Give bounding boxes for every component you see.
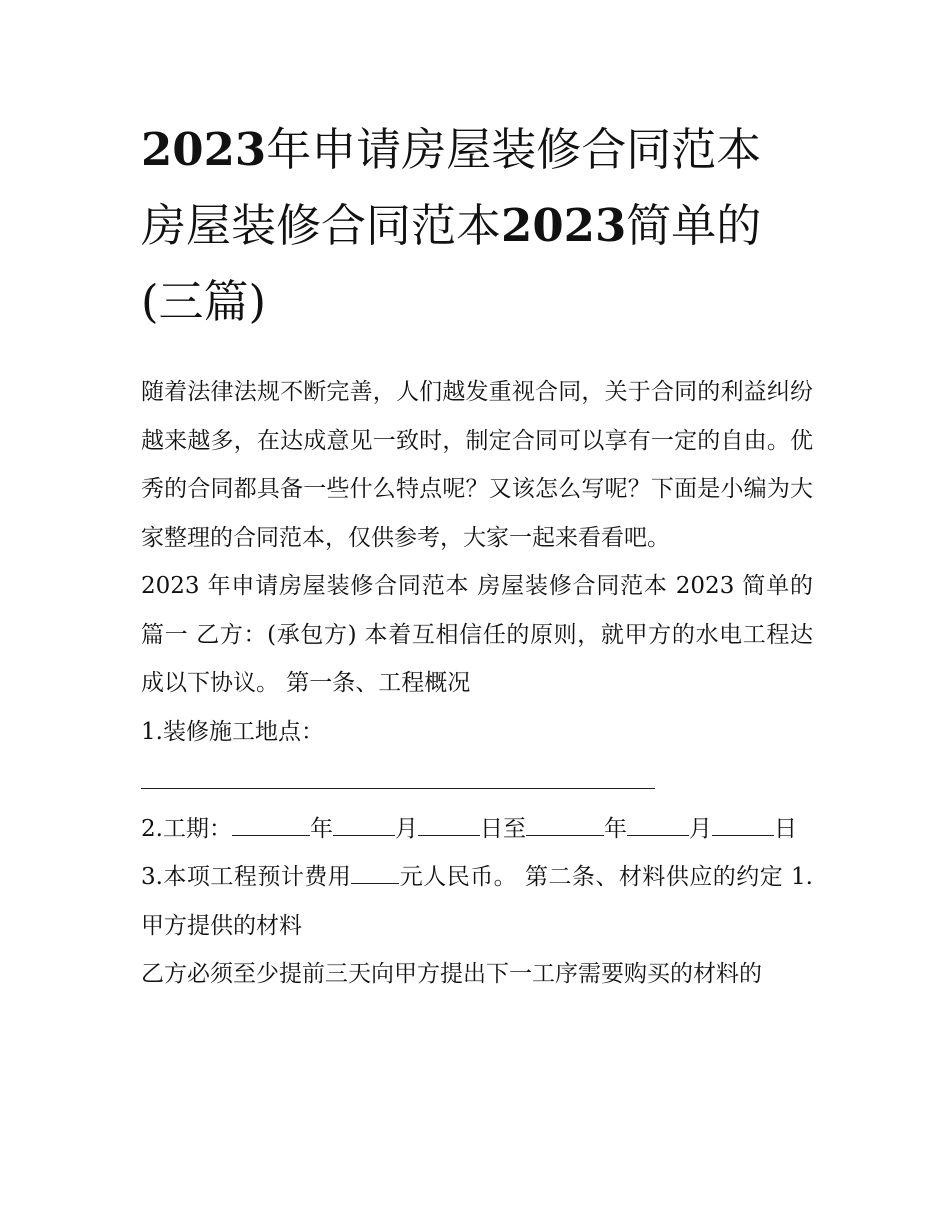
item2-label: 2.工期： <box>141 815 232 842</box>
address-blank-line <box>141 770 655 789</box>
start-day-to: 日至 <box>479 815 526 842</box>
end-month-blank <box>627 817 689 836</box>
end-day-unit: 日 <box>773 815 797 842</box>
item3-prefix: 3.本项工程预计费用 <box>141 864 352 890</box>
end-year-unit: 年 <box>603 815 627 842</box>
end-year-blank <box>526 817 604 836</box>
start-year-unit: 年 <box>309 815 333 842</box>
item3-suffix: 元人民币。 第二条、材料供应的约定 1.甲方提供的材料 <box>141 864 813 939</box>
end-month-unit: 月 <box>688 815 712 842</box>
title-year-1: 2023 <box>141 123 267 176</box>
start-month-blank <box>333 817 395 836</box>
end-day-blank <box>712 817 774 836</box>
section1-paragraph: 2023 年申请房屋装修合同范本 房屋装修合同范本 2023 简单的篇一 乙方：(承包方) 本着互相信任的原则，就甲方的水电工程达成以下协议。 第一条、工程概况 <box>141 573 813 696</box>
item1-blank-row <box>141 756 813 805</box>
title-year-2: 2023 <box>501 199 627 252</box>
start-day-blank <box>418 817 480 836</box>
last-paragraph: 乙方必须至少提前三天向甲方提出下一工序需要购买的材料的 <box>141 961 762 987</box>
item3-paragraph <box>141 853 813 950</box>
title-text-2: 房屋装修合同范本 <box>141 199 502 252</box>
document-title <box>141 112 813 340</box>
item2-period <box>141 805 813 854</box>
start-year-blank <box>232 817 310 836</box>
intro-paragraph: 随着法律法规不断完善，人们越发重视合同，关于合同的利益纠纷越来越多，在达成意见一致时，制定合同可以享有一定的自由。优秀的合同都具备一些什么特点呢？又该怎么写呢？下面是小编为大家整理的合同范本，仅供参考，大家一起来看看吧。 <box>141 379 813 551</box>
cost-blank <box>351 865 399 884</box>
title-text-1: 年申请房屋装修合同范本 <box>266 123 762 176</box>
title-text-3: (三篇) <box>141 275 267 328</box>
start-month-unit: 月 <box>394 815 418 842</box>
item1-label: 1.装修施工地点： <box>141 718 324 745</box>
document-page <box>141 112 813 999</box>
title-text-2-tail: 简单的 <box>626 199 762 252</box>
